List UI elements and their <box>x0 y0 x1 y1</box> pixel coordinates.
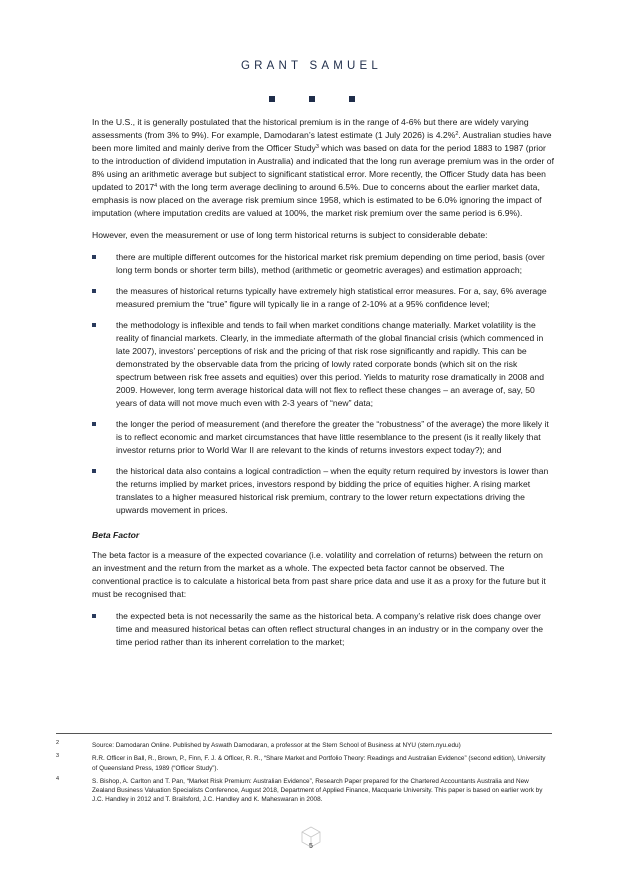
footnote-2: 2 Source: Damodaran Online. Published by Aswath Damodaran, a professor at the Stern School of Business at NYU (stern.nyu.edu) <box>56 740 461 749</box>
paragraph-risk-premium: In the U.S., it is generally postulated that the historical premium is in the range of 4-6% but there are widely varying assessments (from 3% to 9%). For example, Damodaran’s latest estimate (1 July 2026) is 4.2%$^2$. Australian studies have been more limited and mainly derive from the Officer Study$^3$ which was based on data for the period 1883 to 1987 (prior to the introduction of dividend imputation in Australia) and indicated that the long run average premium was in the order of 8% using an arithmetic average but subject to significant statistical error. More recently, the Officer Study data has been updated to 2017$^4$ with the long term average declining to around 6.5%. Due to concerns about the earlier market data, emphasis is now placed on the average risk premium since 1958, which is estimated to be 6.0% ignoring the impact of imputation (where imputation credits are valued at 100%, the market risk premium over the same period is 6.9%). <box>92 117 554 218</box>
header-square-icon <box>309 96 315 102</box>
document-body <box>92 116 554 657</box>
debate-bullet-list <box>92 251 554 517</box>
section-heading-beta-factor: Beta Factor <box>92 530 140 540</box>
footnote-ref-3: 3 <box>315 144 319 150</box>
list-item: the methodology is inflexible and tends to fail when market conditions change materially. Market volatility is the reality of financial markets. Clearly, in the immediate aftermath of the global financial crisis (which commenced in late 2007), investors’ perceptions of risk and the pricing of that risk rose significantly and rapidly. This can be demonstrated by the observable data from the pricing of lowly rated corporate bonds (which sit on the risk spectrum between risk free assets and equities) over this period. Yields to maturity rose dramatically in 2008 and 2009. However, long term average historical data will not flex to reflect these changes – an average of, say, 50 years of data will not move much even with 2-3 years of “new” data; <box>92 319 554 410</box>
header-divider-marks <box>0 89 623 107</box>
footnote-ref-4: 4 <box>154 183 158 189</box>
list-item: there are multiple different outcomes for the historical market risk premium depending on time period, basis (over long term bonds or shorter term bills), method (arithmetic or geometric averages) and estimation approach; <box>92 251 554 277</box>
square-bullet-icon <box>92 614 96 618</box>
paragraph-beta-factor: The beta factor is a measure of the expected covariance (i.e. volatility and correlation of returns) between the return on an investment and the return from the market as a whole. The expected beta factor cannot be observed. The conventional practice is to calculate a historical beta from past share price data and use it as a proxy for the future but it must be recognised that: <box>92 550 546 599</box>
square-bullet-icon <box>92 422 96 426</box>
list-item: the longer the period of measurement (and therefore the greater the “robustness” of the average) the more likely it is to reflect economic and market circumstances that have little resemblance to the present (is it really likely that investor returns prior to World War II are relevant to the kinds of returns investors expect today?); and <box>92 418 554 457</box>
square-bullet-icon <box>92 323 96 327</box>
list-item: the expected beta is not necessarily the same as the historical beta. A company’s relative risk does change over time and measured historical betas can often reflect structural changes in an industry or in the company over the time period rather than its inherent correlation to the market; <box>92 610 554 649</box>
paragraph-debate-intro: However, even the measurement or use of long term historical returns is subject to considerable debate: <box>92 230 488 240</box>
list-item: the historical data also contains a logical contradiction – when the equity return required by investors is lower than the returns implied by market prices, investors respond by bidding the price of equities higher. A rising market translates to a higher measured historical risk premium, contrary to the lower return expectations driving the upwards movement in prices. <box>92 465 554 517</box>
header-square-icon <box>269 96 275 102</box>
grant-samuel-logo: GRANT SAMUEL <box>241 60 382 72</box>
footnote-divider <box>56 733 552 734</box>
square-bullet-icon <box>92 469 96 473</box>
square-bullet-icon <box>92 289 96 293</box>
page-number: 5 <box>309 843 313 850</box>
square-bullet-icon <box>92 255 96 259</box>
header-square-icon <box>349 96 355 102</box>
footnotes <box>56 741 552 809</box>
footnote-ref-2: 2 <box>455 131 459 137</box>
footnote-4: 4 S. Bishop, A. Carlton and T. Pan, “Market Risk Premium: Australian Evidence”, Research Paper prepared for the Chartered Accountants Australia and New Zealand Business Valuation Specialists Conference, August 2018, Department of Applied Finance, Macquarie University. This paper is based on earlier work by J.C. Handley in 2012 and T. Brailsford, J.C. Handley and K. Maheswaran in 2008. <box>56 775 543 804</box>
beta-bullet-list <box>92 610 554 649</box>
footnote-3: 3 R.R. Officer in Ball, R., Brown, P., Finn, F. J. & Officer, R. R., “Share Market and Portfolio Theory: Readings and Australian Evidence” (second edition), University of Queensland Press, 1989 (“Officer Study”). <box>56 753 546 772</box>
list-item: the measures of historical returns typically have extremely high statistical error measures. For a, say, 6% average measured premium the “true” figure will typically lie in a range of 2-10% at a 95% confidence level; <box>92 285 554 311</box>
